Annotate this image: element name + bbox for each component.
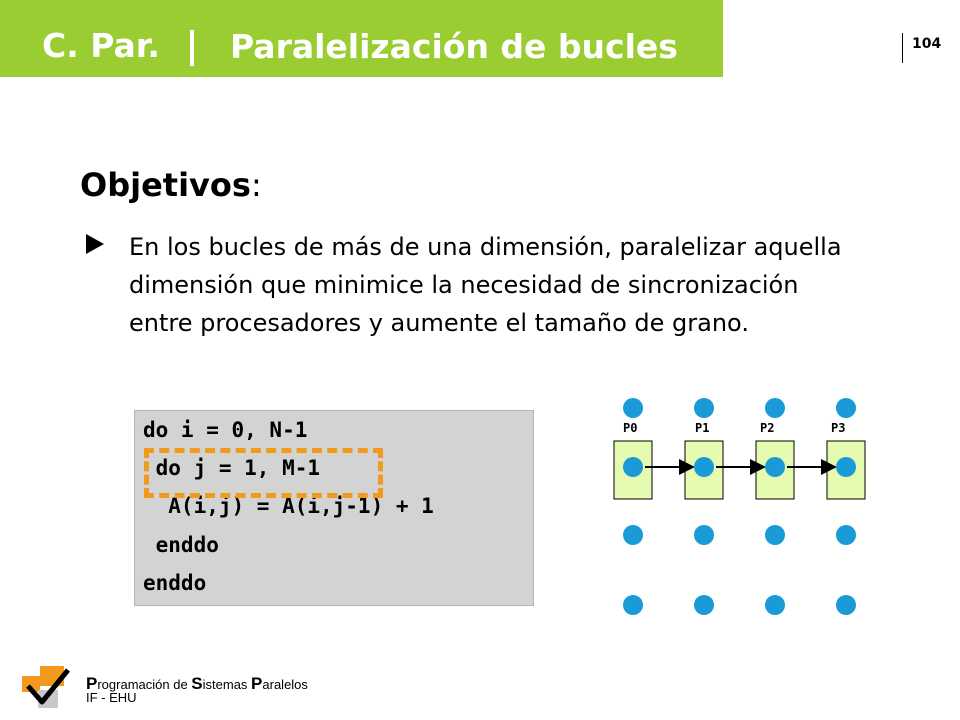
- processor-grid-diagram: [600, 385, 900, 625]
- code-line: enddo: [143, 571, 207, 595]
- section-title-colon: :: [250, 166, 262, 204]
- code-line: enddo: [143, 533, 219, 557]
- code-line: A(i,j) = A(i,j-1) + 1: [143, 494, 434, 518]
- header-separator: [190, 30, 194, 66]
- iteration-dot: [765, 398, 785, 418]
- iteration-dot: [623, 398, 643, 418]
- iteration-dot: [836, 595, 856, 615]
- page-number-divider: [902, 33, 903, 63]
- processor-label: P1: [695, 421, 710, 435]
- iteration-dot: [694, 595, 714, 615]
- processor-label: P0: [623, 421, 638, 435]
- iteration-dot: [623, 525, 643, 545]
- footer-institution: IF - EHU: [86, 690, 137, 705]
- code-line: do j = 1, M-1: [143, 456, 321, 480]
- university-logo: [22, 664, 72, 714]
- iteration-dot: [623, 457, 643, 477]
- bullet-text: En los bucles de más de una dimensión, paralelizar aquella dimensión que minimice la necesidad de sincronización entre procesadores y aumente el tamaño de grano.: [129, 233, 842, 337]
- iteration-dot: [694, 398, 714, 418]
- processor-label: P2: [760, 421, 775, 435]
- bullet-arrow-icon: [86, 234, 104, 254]
- iteration-dot: [694, 525, 714, 545]
- footer-program-name: Programación de Sistemas Paralelos: [86, 674, 308, 693]
- iteration-dot: [623, 595, 643, 615]
- iteration-dot: [765, 525, 785, 545]
- slide-title: Paralelización de bucles: [230, 27, 678, 66]
- course-name: C. Par.: [42, 26, 160, 65]
- code-line: do i = 0, N-1: [143, 418, 308, 442]
- iteration-dot: [836, 525, 856, 545]
- iteration-dot: [765, 595, 785, 615]
- page-number: 104: [912, 36, 942, 52]
- section-title-text: Objetivos: [80, 166, 251, 204]
- iteration-dot: [765, 457, 785, 477]
- highlighted-loop-frame: [144, 448, 383, 498]
- iteration-dot: [836, 457, 856, 477]
- iteration-dot: [836, 398, 856, 418]
- processor-label: P3: [831, 421, 846, 435]
- section-title: [80, 166, 262, 204]
- checkmark-logo-icon: [22, 664, 72, 710]
- iteration-dot: [694, 457, 714, 477]
